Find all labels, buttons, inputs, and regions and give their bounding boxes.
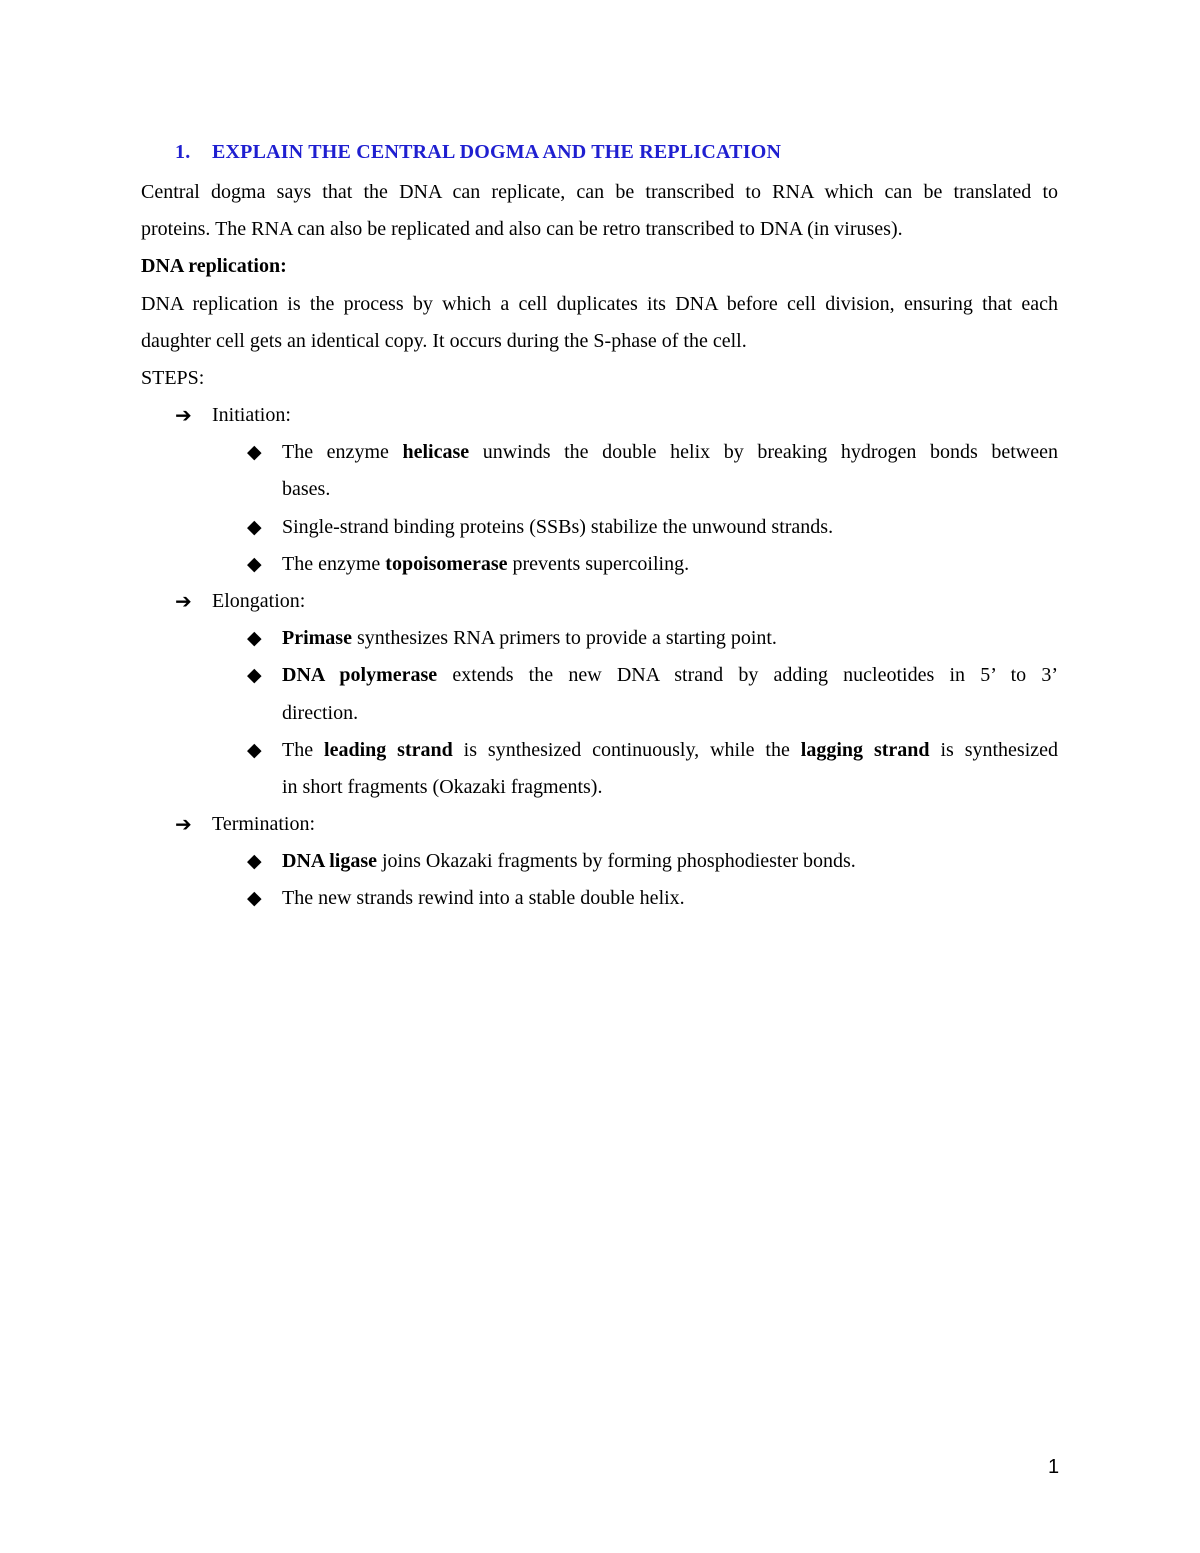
dna-replication-line-1: DNA replication is the process by which a cell duplicates its DNA before cell division, ensuring that each [141, 293, 1058, 315]
page-number: 1 [1048, 1456, 1060, 1478]
arrow-right-icon: ➔ [175, 403, 192, 427]
elongation-bullet-2-cont: direction. [282, 702, 359, 724]
term-dna-ligase: DNA ligase [282, 850, 377, 872]
term-primase: Primase [282, 627, 352, 649]
step-elongation-label: Elongation: [212, 590, 306, 612]
heading-title: EXPLAIN THE CENTRAL DOGMA AND THE REPLICATION [212, 141, 782, 163]
diamond-bullet-icon: ◆ [247, 516, 262, 538]
step-initiation-label: Initiation: [212, 404, 291, 426]
initiation-bullet-2: Single-strand binding proteins (SSBs) stabilize the unwound strands. [282, 516, 834, 538]
intro-text-1: Central dogma says that the DNA can replicate, can be transcribed to RNA which can be translated to [141, 181, 1058, 203]
elongation-bullet-1 [282, 626, 777, 650]
arrow-right-icon: ➔ [175, 589, 192, 613]
term-lagging-strand: lagging strand [800, 739, 930, 761]
text-span: The [282, 739, 314, 761]
elongation-bullet-2 [282, 663, 1058, 687]
termination-bullet-1 [282, 849, 856, 873]
diamond-bullet-icon: ◆ [247, 850, 262, 872]
heading-number: 1. [175, 141, 191, 163]
diamond-bullet-icon: ◆ [247, 664, 262, 686]
elongation-bullet-3-cont: in short fragments (Okazaki fragments). [282, 776, 603, 798]
steps-label: STEPS: [141, 367, 205, 389]
text-span: extends the new DNA strand by adding nucleotides in 5’ to 3’ [452, 664, 1059, 686]
diamond-bullet-icon: ◆ [247, 553, 262, 575]
diamond-bullet-icon: ◆ [247, 887, 262, 909]
diamond-bullet-icon: ◆ [247, 627, 262, 649]
step-termination-label: Termination: [212, 813, 316, 835]
dna-replication-title: DNA replication: [141, 255, 287, 277]
text-span: prevents supercoiling. [512, 553, 690, 575]
section-heading [175, 141, 781, 164]
intro-line-2: proteins. The RNA can also be replicated and also can be retro transcribed to DNA (in viruses). [141, 218, 903, 240]
term-helicase: helicase [402, 441, 470, 463]
dna-replication-line-2: daughter cell gets an identical copy. It occurs during the S-phase of the cell. [141, 330, 747, 352]
text-span: synthesizes RNA primers to provide a starting point. [356, 627, 777, 649]
initiation-bullet-3 [282, 552, 689, 576]
text-span: is synthesized continuously, while the [463, 739, 790, 761]
intro-line-1 [141, 180, 1058, 204]
arrow-right-icon: ➔ [175, 812, 192, 836]
diamond-bullet-icon: ◆ [247, 739, 262, 761]
termination-bullet-2: The new strands rewind into a stable double helix. [282, 887, 685, 909]
text-span: joins Okazaki fragments by forming phosphodiester bonds. [382, 850, 856, 872]
text-span: The enzyme [282, 553, 381, 575]
initiation-bullet-1-cont: bases. [282, 478, 331, 500]
initiation-bullet-1 [282, 440, 1058, 464]
diamond-bullet-icon: ◆ [247, 441, 262, 463]
text-span: unwinds the double helix by breaking hydrogen bonds between [482, 441, 1059, 463]
text-span: is synthesized [940, 739, 1059, 761]
text-span: The enzyme [282, 441, 389, 463]
elongation-bullet-3 [282, 738, 1058, 762]
term-topoisomerase: topoisomerase [385, 553, 508, 575]
term-dna-polymerase: DNA polymerase [282, 664, 438, 686]
term-leading-strand: leading strand [324, 739, 453, 761]
